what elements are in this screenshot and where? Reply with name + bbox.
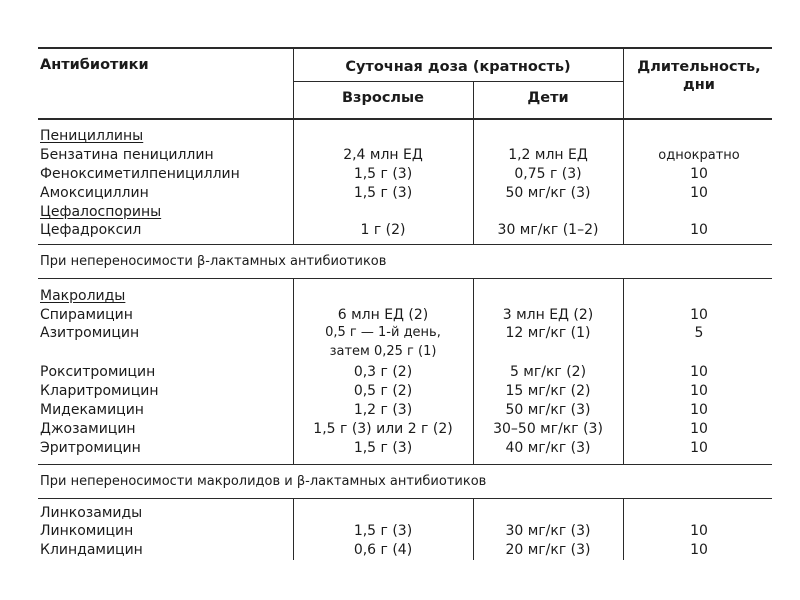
duration-days: 10 [690, 307, 708, 323]
section-label-macrolide-beta-intolerance: При непереносимости макролидов и β-лактамных антибиотиков [40, 474, 487, 489]
adult-dose: 0,5 г (2) [353, 383, 413, 399]
header-adults: Взрослые [342, 90, 424, 106]
section-rule [38, 464, 772, 465]
adult-dose: 0,6 г (4) [353, 542, 413, 558]
duration-days: однократно [658, 148, 740, 163]
drug-name: Эритромицин [40, 440, 141, 456]
section-rule [38, 278, 772, 279]
header-bottom-rule [38, 118, 772, 120]
child-dose: 20 мг/кг (3) [505, 542, 591, 558]
drug-name: Азитромицин [40, 325, 140, 341]
adult-dose: 0,3 г (2) [353, 364, 413, 380]
adult-dose: 1,5 г (3) [353, 523, 413, 539]
duration-days: 10 [690, 440, 708, 456]
drug-name: Спирамицин [40, 307, 133, 323]
adult-dose: 1,2 г (3) [353, 402, 413, 418]
drug-name: Рокситромицин [40, 364, 156, 380]
adult-dose: 1,5 г (3) [353, 185, 413, 201]
adult-dose: 6 млн ЕД (2) [337, 307, 429, 323]
header-antibiotics: Антибиотики [40, 57, 149, 73]
child-dose: 30 мг/кг (1–2) [497, 222, 599, 238]
table-top-rule [38, 47, 772, 49]
child-dose: 15 мг/кг (2) [505, 383, 591, 399]
adult-dose: 1,5 г (3) [353, 440, 413, 456]
duration-days: 10 [690, 421, 708, 437]
header-children: Дети [527, 90, 569, 106]
header-duration-unit: дни [683, 77, 715, 93]
child-dose: 1,2 млн ЕД [508, 147, 588, 163]
section-rule [38, 498, 772, 499]
dose-subheader-rule [293, 81, 623, 82]
child-dose: 12 мг/кг (1) [505, 325, 591, 341]
duration-days: 10 [690, 222, 708, 238]
child-dose: 50 мг/кг (3) [505, 185, 591, 201]
adult-dose-continued: затем 0,25 г (1) [329, 344, 437, 359]
duration-days: 10 [690, 402, 708, 418]
adult-dose: 2,4 млн ЕД [343, 147, 423, 163]
adult-dose: 1 г (2) [360, 222, 406, 238]
header-daily-dose: Суточная доза (кратность) [345, 59, 571, 75]
adult-dose: 0,5 г — 1-й день, [325, 325, 441, 340]
child-dose: 30 мг/кг (3) [505, 523, 591, 539]
drug-name: Линкомицин [40, 523, 134, 539]
adult-dose: 1,5 г (3) или 2 г (2) [313, 421, 453, 437]
duration-days: 10 [690, 542, 708, 558]
drug-name: Мидекамицин [40, 402, 144, 418]
duration-days: 10 [690, 166, 708, 182]
drug-name: Бензатина пенициллин [40, 147, 214, 163]
child-dose: 3 млн ЕД (2) [502, 307, 594, 323]
drug-name: Джозамицин [40, 421, 136, 437]
drug-name: Клиндамицин [40, 542, 143, 558]
drug-name: Феноксиметилпенициллин [40, 166, 240, 182]
duration-days: 10 [690, 523, 708, 539]
child-dose: 0,75 г (3) [514, 166, 582, 182]
child-dose: 50 мг/кг (3) [505, 402, 591, 418]
section-rule [38, 244, 772, 245]
child-dose: 5 мг/кг (2) [509, 364, 587, 380]
drug-name: Цефадроксил [40, 222, 142, 238]
section-label-beta-intolerance: При непереносимости β-лактамных антибиотиков [40, 254, 387, 269]
group-label-macrolides: Макролиды [40, 288, 126, 304]
adult-dose: 1,5 г (3) [353, 166, 413, 182]
header-duration: Длительность, [637, 59, 761, 75]
duration-days: 10 [690, 383, 708, 399]
duration-days: 10 [690, 364, 708, 380]
duration-days: 10 [690, 185, 708, 201]
drug-name: Кларитромицин [40, 383, 159, 399]
duration-days: 5 [694, 325, 704, 341]
group-label-penicillins: Пенициллины [40, 128, 144, 144]
drug-name: Амоксициллин [40, 185, 149, 201]
group-label-lincosamides: Линкозамиды [40, 505, 143, 521]
child-dose: 40 мг/кг (3) [505, 440, 591, 456]
child-dose: 30–50 мг/кг (3) [493, 421, 603, 437]
group-label-cephalosporins: Цефалоспорины [40, 204, 162, 220]
